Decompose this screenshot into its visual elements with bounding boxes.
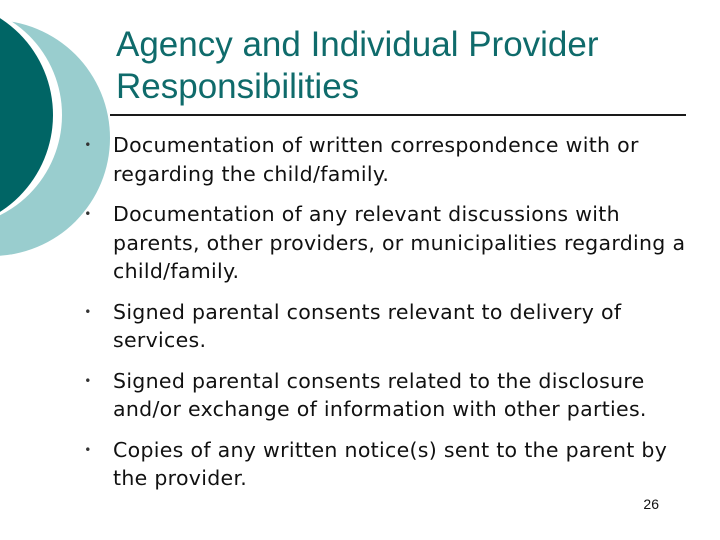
slide-title	[116, 24, 696, 108]
bullet-text: Copies of any written notice(s) sent to the parent by the provider.	[113, 437, 668, 490]
bullet-text: Documentation of written correspondence with or regarding the child/family.	[113, 133, 639, 186]
bullet-icon: •	[84, 373, 92, 388]
bullet-item	[82, 436, 692, 493]
bullet-text: Signed parental consents related to the disclosure and/or exchange of information with other parties.	[113, 368, 647, 421]
slide-title-line-2: Responsibilities	[116, 67, 360, 106]
bullet-icon: •	[84, 138, 92, 152]
bullet-item	[82, 131, 692, 188]
bullet-icon: •	[84, 304, 92, 319]
bullet-icon: •	[84, 207, 92, 221]
bullet-item	[82, 367, 692, 424]
bullet-item	[82, 200, 692, 286]
title-underline	[110, 114, 686, 116]
slide-number: 26	[643, 496, 659, 512]
bullet-icon: •	[84, 442, 92, 457]
bullet-list	[82, 131, 692, 505]
bullet-text: Documentation of any relevant discussions with parents, other providers, or municipalities regarding a child/family.	[113, 202, 686, 283]
slide-title-line-1: Agency and Individual Provider	[116, 25, 599, 64]
bullet-item	[82, 298, 692, 355]
bullet-text: Signed parental consents relevant to delivery of services.	[113, 299, 622, 352]
